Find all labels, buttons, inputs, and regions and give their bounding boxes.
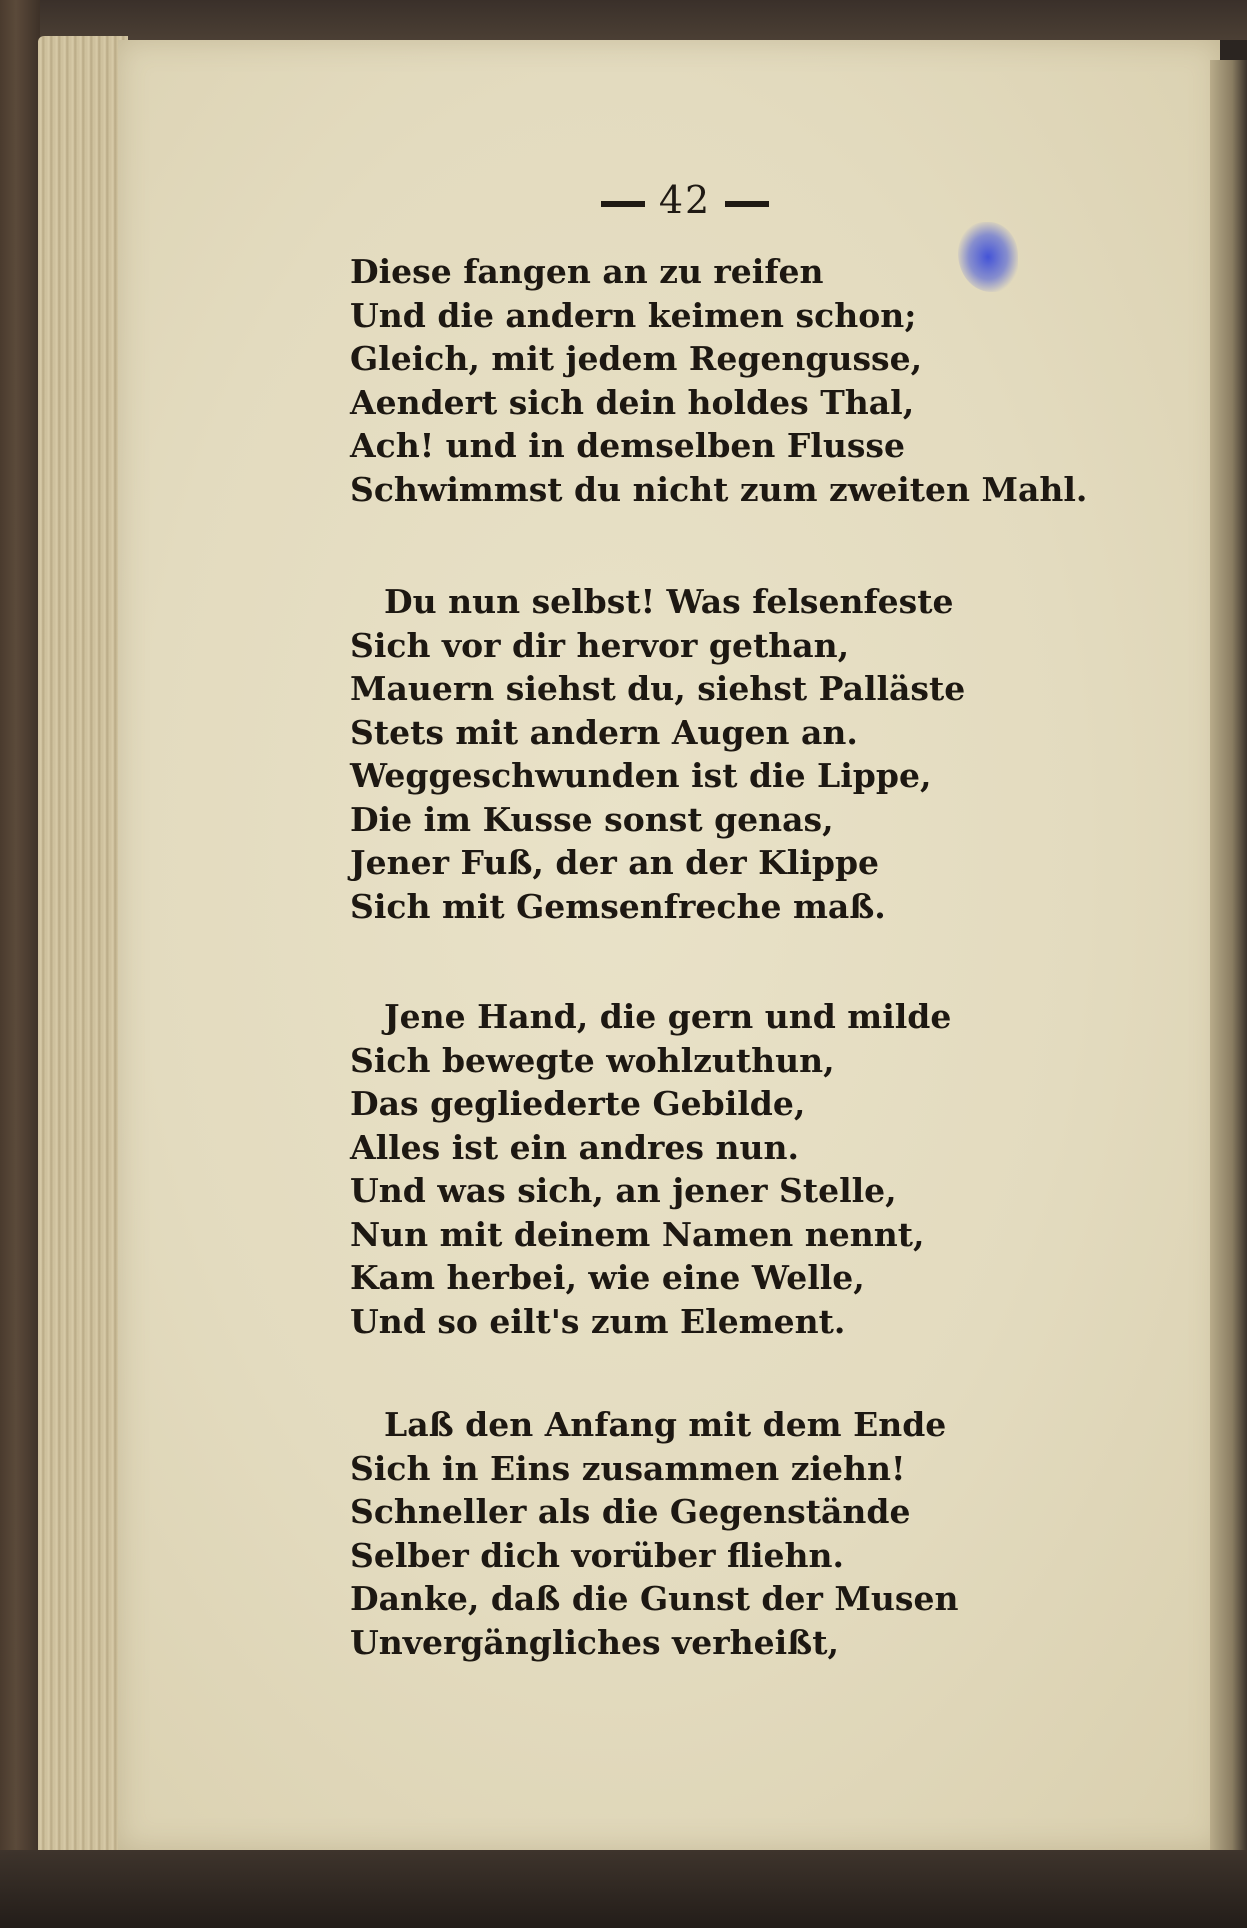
stanza-3 (350, 995, 951, 1343)
poem-line: Das gegliederte Gebilde, (350, 1084, 806, 1123)
stanza-1 (350, 250, 1087, 511)
poem-line: Und was sich, an jener Stelle, (350, 1171, 897, 1210)
stanza-2 (350, 580, 965, 928)
poem-line: Selber dich vorüber fliehn. (350, 1535, 845, 1575)
page-number-dash-left (601, 201, 645, 207)
poem-line: Die im Kusse sonst genas, (350, 799, 834, 839)
poem-line: Danke, daß die Gunst der Musen (350, 1579, 959, 1618)
poem-line: Jene Hand, die gern und milde (384, 997, 952, 1036)
poem-line: Sich bewegte wohlzuthun, (350, 1040, 835, 1080)
poem-line: Weggeschwunden ist die Lippe, (350, 756, 932, 795)
poem-line: Und die andern keimen schon; (350, 295, 917, 335)
poem-line: Und so eilt's zum Element. (350, 1301, 846, 1341)
poem-line: Schwimmst du nicht zum zweiten Mahl. (350, 469, 1088, 509)
poem-line: Schneller als die Gegenstände (350, 1492, 911, 1531)
stanza-4 (350, 1403, 958, 1664)
book-bottom-edge (0, 1850, 1247, 1928)
page-gutter (1210, 60, 1247, 1860)
poem-line: Du nun selbst! Was felsenfeste (384, 582, 954, 621)
poem-line: Sich in Eins zusammen ziehn! (350, 1448, 906, 1488)
poem-line: Kam herbei, wie eine Welle, (350, 1258, 865, 1297)
stacked-page-edges (38, 36, 128, 1856)
poem-line: Aendert sich dein holdes Thal, (350, 382, 915, 422)
poem-line: Unvergängliches verheißt, (350, 1622, 839, 1662)
poem-line: Diese fangen an zu reifen (350, 252, 824, 291)
poem-line: Alles ist ein andres nun. (350, 1127, 799, 1167)
poem-line: Nun mit deinem Namen nennt, (350, 1214, 925, 1254)
book-cover-top-edge (0, 0, 1247, 40)
poem-line: Laß den Anfang mit dem Ende (384, 1405, 947, 1444)
poem-line: Ach! und in demselben Flusse (350, 426, 905, 465)
page-number-dash-right (725, 201, 769, 207)
poem-line: Mauern siehst du, siehst Palläste (350, 669, 966, 708)
poem-line: Stets mit andern Augen an. (350, 712, 858, 752)
poem-line: Sich mit Gemsenfreche maß. (350, 886, 886, 926)
poem-line: Gleich, mit jedem Regengusse, (350, 339, 923, 378)
book-cover-left-edge (0, 0, 40, 1928)
poem-line: Jener Fuß, der an der Klippe (350, 843, 880, 882)
poem-line: Sich vor dir hervor gethan, (350, 625, 850, 665)
page-number (580, 178, 790, 222)
page-number-text: 42 (658, 178, 712, 222)
